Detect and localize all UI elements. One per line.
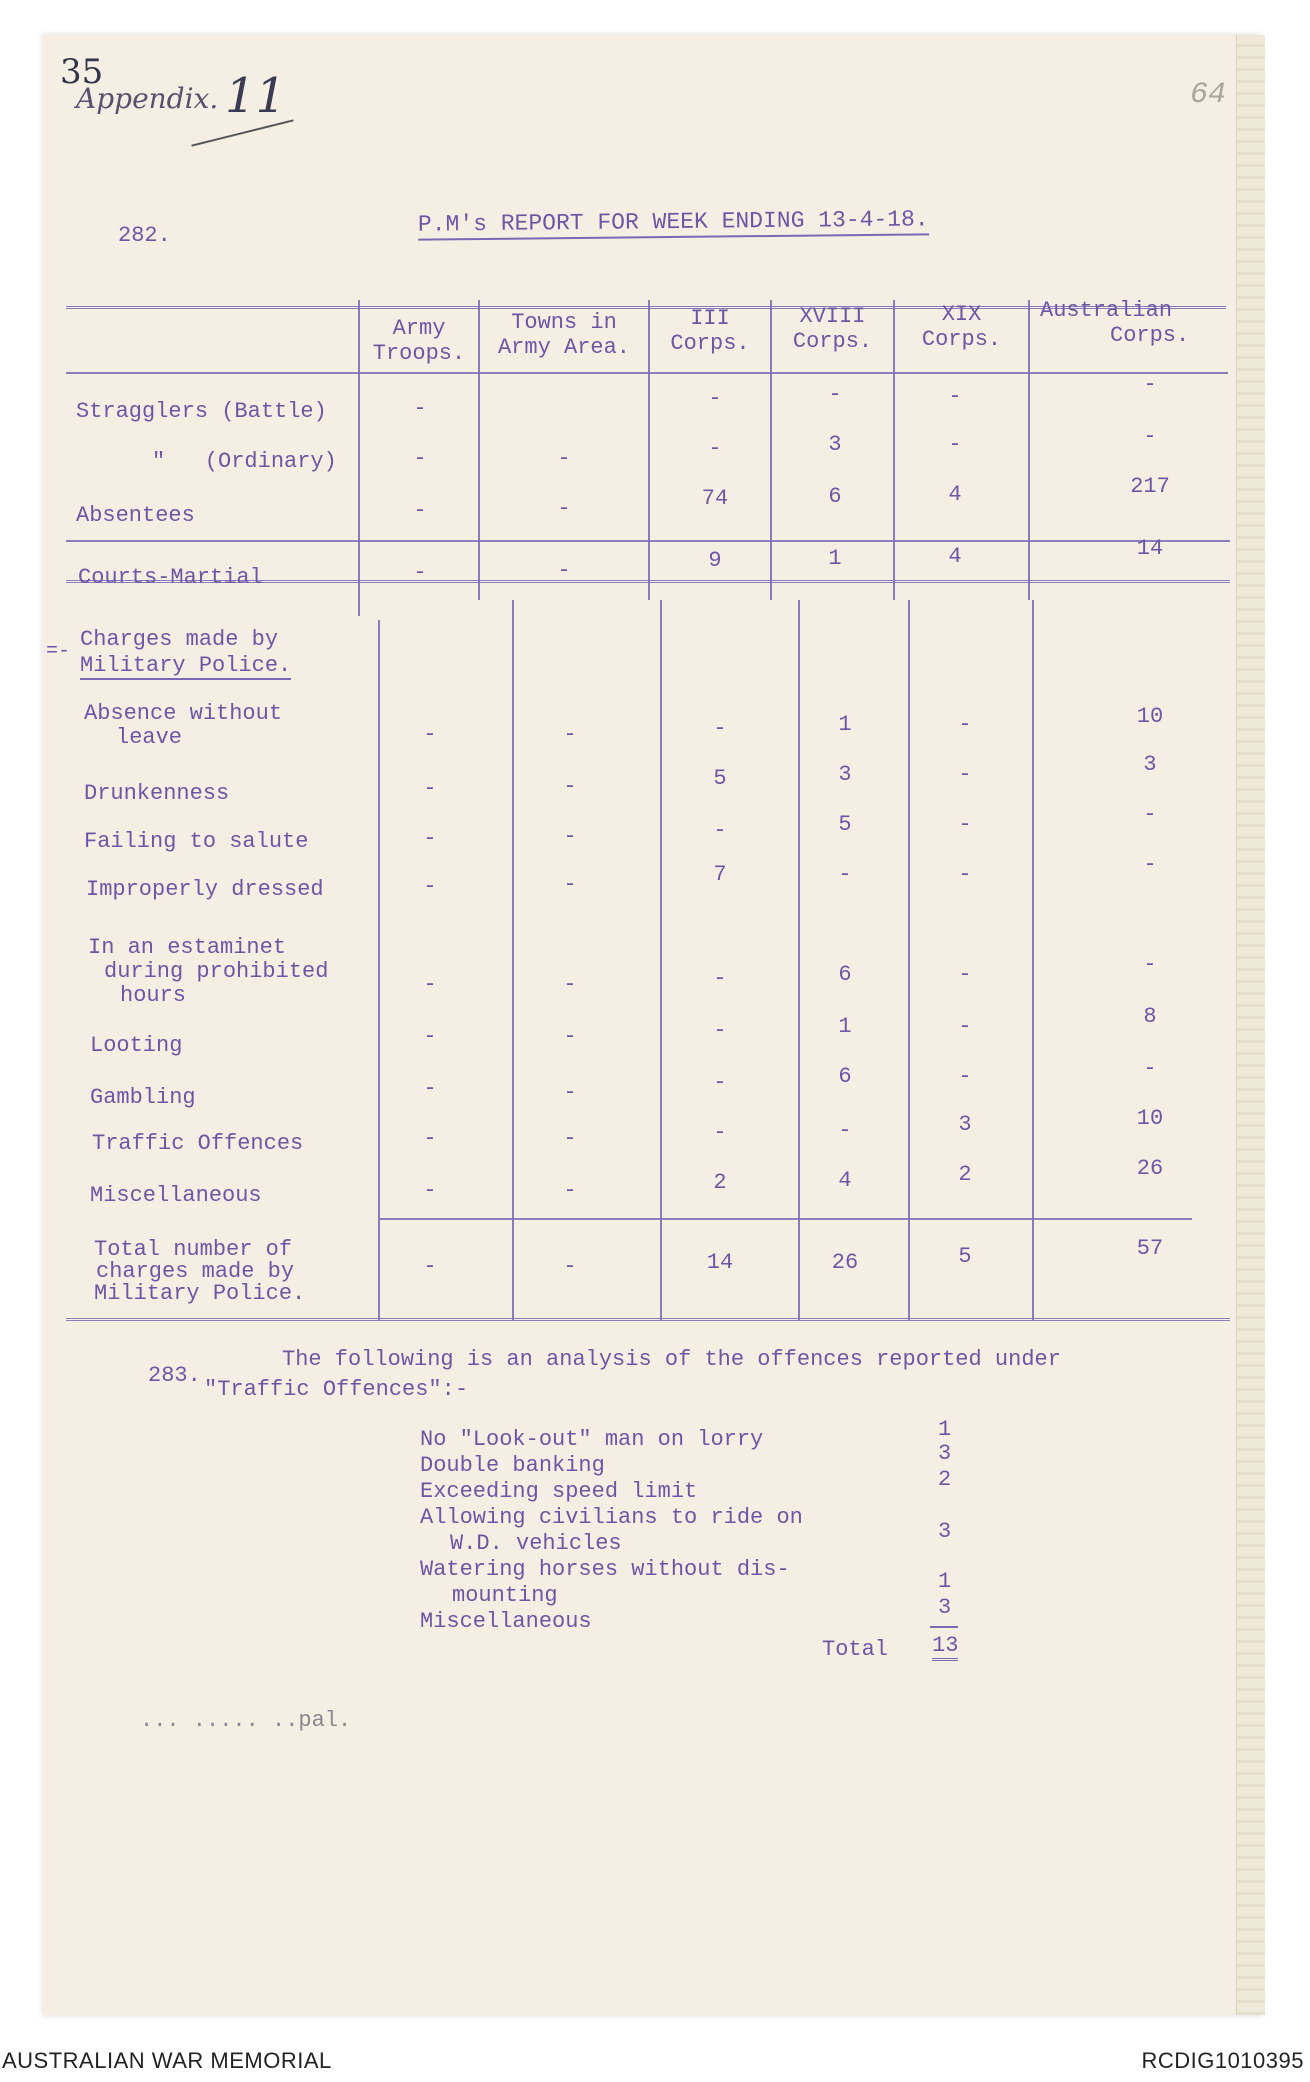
cell: - xyxy=(563,824,577,849)
cell: - xyxy=(708,436,722,461)
traffic-count: 1 xyxy=(938,1417,952,1442)
header-line: Army xyxy=(392,316,446,341)
col-divider-3b xyxy=(660,600,662,1320)
cell: 2 xyxy=(958,1162,972,1187)
traffic-item: Double banking xyxy=(420,1453,605,1478)
cell: - xyxy=(423,1254,437,1279)
header-line: Australian xyxy=(1040,298,1173,323)
traffic-count: 3 xyxy=(938,1441,952,1466)
row-label: during prohibited xyxy=(104,959,329,984)
header-line: Corps. xyxy=(921,327,1002,352)
appendix-label: Appendix. xyxy=(76,82,219,115)
header-line: XIX xyxy=(941,302,982,327)
charges-heading-line1: Charges made by xyxy=(80,627,279,652)
header-towns xyxy=(480,310,648,360)
cell: 10 xyxy=(1136,704,1164,729)
header-line: Troops. xyxy=(372,341,466,366)
cell: - xyxy=(563,774,577,799)
cell: - xyxy=(958,712,972,737)
footer-archive-name: AUSTRALIAN WAR MEMORIAL xyxy=(2,2048,332,2073)
section-number: 282. xyxy=(118,223,171,248)
report-title: P.M's REPORT FOR WEEK ENDING 13-4-18. xyxy=(418,207,929,240)
faint-signoff: ... ..... ..pal. xyxy=(140,1708,352,1733)
header-iii-corps xyxy=(650,306,770,356)
rule-above-total xyxy=(380,1218,1192,1220)
cell: 6 xyxy=(838,962,852,987)
header-line: Corps. xyxy=(670,331,750,356)
charges-heading-line2: Military Police. xyxy=(80,653,292,678)
cell: 10 xyxy=(1136,1106,1164,1131)
row-label: Absentees xyxy=(76,503,195,528)
row-label: Miscellaneous xyxy=(90,1183,262,1208)
heading-marker: =- xyxy=(46,640,71,663)
row-label: hours xyxy=(120,983,187,1008)
header-line: Towns in xyxy=(511,310,617,335)
cell: - xyxy=(828,382,842,407)
cell: 1 xyxy=(828,546,842,571)
header-australian-corps xyxy=(1040,298,1230,348)
row-label: Gambling xyxy=(90,1085,196,1110)
traffic-total-value: 13 xyxy=(932,1634,958,1661)
cell: - xyxy=(557,496,571,521)
cell: 3 xyxy=(1143,752,1157,777)
row-label: leave xyxy=(116,725,183,750)
cell: - xyxy=(557,558,571,583)
cell: - xyxy=(563,1080,577,1105)
cell: - xyxy=(413,396,427,421)
cell: 1 xyxy=(838,1014,852,1039)
col-divider-6b xyxy=(1032,600,1034,1320)
appendix-number: 11 xyxy=(225,68,287,124)
traffic-item: W.D. vehicles xyxy=(450,1531,622,1556)
cell: 5 xyxy=(958,1244,972,1269)
traffic-total-label: Total xyxy=(822,1637,889,1662)
cell: - xyxy=(713,818,727,843)
section-number: 283. xyxy=(148,1363,201,1388)
cell: - xyxy=(557,446,571,471)
header-line: Corps. xyxy=(792,329,873,354)
traffic-item: Allowing civilians to ride on xyxy=(420,1505,803,1530)
cell: 217 xyxy=(1130,474,1170,499)
traffic-item: Miscellaneous xyxy=(420,1609,592,1634)
cell: 4 xyxy=(838,1168,852,1193)
cell: - xyxy=(713,966,727,991)
cell: - xyxy=(1143,372,1157,397)
cell: - xyxy=(1143,1056,1157,1081)
cell: - xyxy=(413,498,427,523)
cell: - xyxy=(423,874,437,899)
traffic-count: 3 xyxy=(938,1595,952,1620)
cell: 74 xyxy=(701,486,729,511)
cell: - xyxy=(413,446,427,471)
row-label: Traffic Offences xyxy=(92,1131,304,1156)
header-line: Corps. xyxy=(1110,323,1190,348)
section-intro: The following is an analysis of the offences reported under xyxy=(282,1347,1061,1372)
row-label: In an estaminet xyxy=(88,935,287,960)
cell: - xyxy=(1143,852,1157,877)
cell: - xyxy=(958,762,972,787)
row-label: Drunkenness xyxy=(84,781,230,806)
col-divider-6 xyxy=(1028,300,1030,600)
header-xix-corps xyxy=(895,302,1028,352)
cell: 26 xyxy=(1136,1156,1164,1181)
cell: - xyxy=(948,384,962,409)
cell: 7 xyxy=(713,862,727,887)
cell: - xyxy=(958,1064,972,1089)
cell: - xyxy=(563,1254,577,1279)
cell: - xyxy=(838,862,852,887)
header-line: XVIII xyxy=(799,304,866,329)
header-line: Army Area. xyxy=(497,335,631,360)
cell: - xyxy=(713,1018,727,1043)
traffic-count: 1 xyxy=(938,1569,952,1594)
col-divider-1b xyxy=(378,620,380,1320)
cell: - xyxy=(1143,952,1157,977)
cell: 6 xyxy=(828,484,842,509)
cell: 26 xyxy=(831,1250,859,1275)
header-army-troops xyxy=(360,316,478,366)
traffic-count: 2 xyxy=(938,1467,952,1492)
section-intro: "Traffic Offences":- xyxy=(204,1377,469,1402)
total-rule xyxy=(930,1626,958,1628)
cell: - xyxy=(563,972,577,997)
cell: - xyxy=(713,1120,727,1145)
cell: - xyxy=(423,1076,437,1101)
col-divider-5b xyxy=(908,600,910,1320)
row-label: Courts-Martial xyxy=(78,565,263,590)
cell: - xyxy=(708,386,722,411)
cell: 14 xyxy=(706,1250,734,1275)
traffic-item: mounting xyxy=(452,1583,558,1608)
cell: - xyxy=(958,962,972,987)
total-label: charges made by xyxy=(96,1259,295,1284)
cell: - xyxy=(838,1118,852,1143)
total-label: Total number of xyxy=(94,1237,293,1262)
cell: - xyxy=(423,826,437,851)
traffic-item: No "Look-out" man on lorry xyxy=(420,1427,764,1452)
row-label: Looting xyxy=(90,1033,183,1058)
paper-torn-edge xyxy=(1236,35,1265,2015)
cell: - xyxy=(423,972,437,997)
cell: - xyxy=(958,1014,972,1039)
row-label: " (Ordinary) xyxy=(152,449,337,474)
cell: 3 xyxy=(828,432,842,457)
cell: - xyxy=(713,716,727,741)
cell: 5 xyxy=(713,766,727,791)
cell: 3 xyxy=(958,1112,972,1137)
cell: - xyxy=(948,432,962,457)
cell: - xyxy=(563,872,577,897)
cell: 9 xyxy=(708,548,722,573)
cell: 1 xyxy=(838,712,852,737)
cell: - xyxy=(423,722,437,747)
cell: - xyxy=(563,1024,577,1049)
col-divider-2b xyxy=(512,600,514,1320)
header-line: III xyxy=(690,306,730,331)
cell: - xyxy=(958,812,972,837)
cell: 8 xyxy=(1143,1004,1157,1029)
cell: - xyxy=(958,862,972,887)
footer-item-id: RCDIG1010395 xyxy=(1141,2048,1304,2073)
cell: - xyxy=(1143,424,1157,449)
cell: - xyxy=(413,560,427,585)
row-label: Absence without xyxy=(84,701,283,726)
cell: - xyxy=(713,1070,727,1095)
cell: 57 xyxy=(1136,1236,1164,1261)
row-label: Stragglers (Battle) xyxy=(76,399,327,424)
cell: - xyxy=(1143,802,1157,827)
cell: - xyxy=(423,1126,437,1151)
cell: 6 xyxy=(838,1064,852,1089)
cell: 14 xyxy=(1136,536,1164,561)
cell: - xyxy=(423,776,437,801)
col-divider-4b xyxy=(798,600,800,1320)
cell: 3 xyxy=(838,762,852,787)
traffic-item: Exceeding speed limit xyxy=(420,1479,698,1504)
traffic-item: Watering horses without dis- xyxy=(420,1557,790,1582)
pencil-page-number: 64 xyxy=(1190,78,1227,112)
cell: 2 xyxy=(713,1170,727,1195)
cell: - xyxy=(563,722,577,747)
page-number: 35 xyxy=(60,52,104,92)
header-bottom-rule xyxy=(66,372,1228,374)
cell: 4 xyxy=(948,544,962,569)
traffic-count: 3 xyxy=(938,1519,952,1544)
cell: - xyxy=(563,1178,577,1203)
cell: - xyxy=(423,1178,437,1203)
row-label: Improperly dressed xyxy=(86,877,324,902)
total-label: Military Police. xyxy=(94,1281,306,1306)
header-xviii-corps xyxy=(772,304,893,354)
cell: - xyxy=(423,1024,437,1049)
row-label: Failing to salute xyxy=(84,829,309,854)
cell: 4 xyxy=(948,482,962,507)
table-bottom-rule xyxy=(66,1318,1230,1321)
cell: 5 xyxy=(838,812,852,837)
cell: - xyxy=(563,1126,577,1151)
